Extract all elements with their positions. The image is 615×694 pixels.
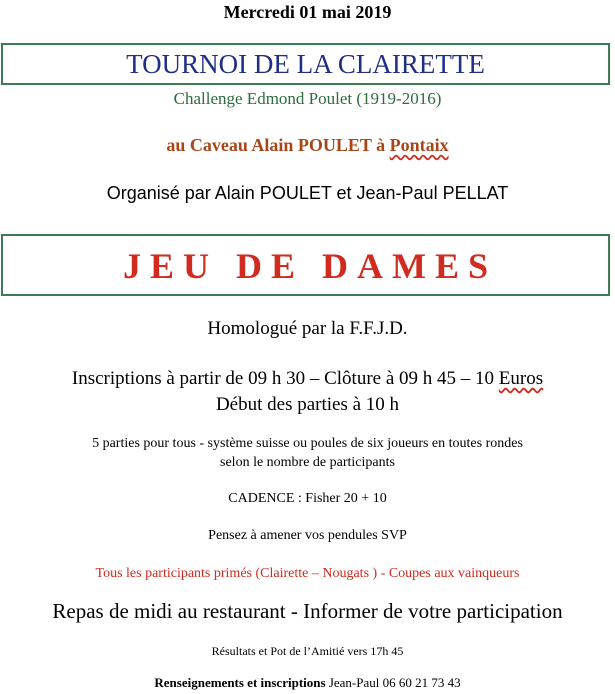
prizes-line: Tous les participants primés (Clairette – Nougats ) - Coupes aux vainqueurs [95, 566, 520, 581]
lunch-line: Repas de midi au restaurant - Informer de votre participation [52, 599, 563, 623]
contact-value: Jean-Paul 06 60 21 73 43 [325, 675, 461, 690]
contact-line [0, 675, 615, 691]
start-time-line: Début des parties à 10 h [215, 394, 400, 415]
registration-line [0, 368, 615, 390]
challenge-name: Challenge Edmond Poulet (1919-2016) [173, 89, 442, 108]
registration-fee-unit: Euros [498, 368, 544, 389]
venue-line [0, 135, 615, 156]
venue-place: Pontaix [389, 135, 449, 155]
tournament-title: TOURNOI DE LA CLAIRETTE [126, 49, 485, 79]
tournament-title-box [1, 43, 610, 85]
game-title: JEU DE DAMES [122, 246, 498, 286]
format-line-2: selon le nombre de participants [220, 455, 395, 470]
homologation-line: Homologué par la F.F.J.D. [207, 318, 408, 339]
format-line-1: 5 parties pour tous - système suisse ou poules de six joueurs en toutes rondes [92, 436, 523, 451]
contact-label: Renseignements et inscriptions [154, 675, 326, 690]
event-date: Mercredi 01 mai 2019 [223, 2, 392, 22]
results-line: Résultats et Pot de l’Amitié vers 17h 45 [211, 644, 404, 658]
clocks-note: Pensez à amener vos pendules SVP [208, 528, 407, 543]
game-title-box [1, 234, 610, 296]
venue-prefix: au Caveau Alain POULET à [166, 135, 390, 155]
organizers-line: Organisé par Alain POULET et Jean-Paul PELLAT [106, 183, 509, 203]
cadence-line: CADENCE : Fisher 20 + 10 [228, 491, 387, 506]
registration-text: Inscriptions à partir de 09 h 30 – Clôture à 09 h 45 – 10 [71, 368, 499, 389]
